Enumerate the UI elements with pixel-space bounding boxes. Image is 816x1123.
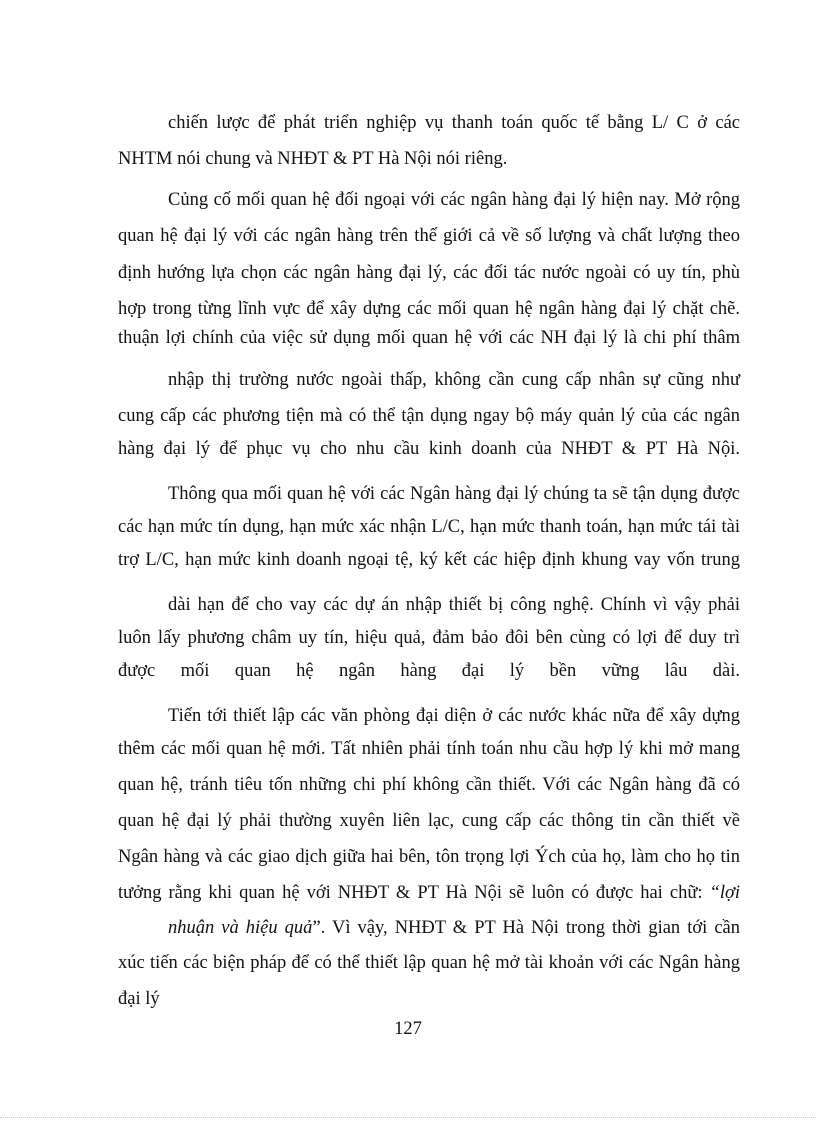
page-number: 127: [394, 1019, 422, 1039]
text-line: quan hệ đại lý phải thường xuyên liên lạc, cung cấp các thông tin cần thiết về: [118, 811, 740, 831]
text-line: Ngân hàng và các giao dịch giữa hai bên, tôn trọng lợi Ých của họ, làm cho họ tin: [118, 847, 740, 867]
text-line: trợ L/C, hạn mức kinh doanh ngoại tệ, ký kết các hiệp định khung vay vốn trung: [118, 550, 740, 570]
text-line: thêm các mối quan hệ mới. Tất nhiên phải tính toán nhu cầu hợp lý khi mở mang: [118, 739, 740, 759]
text-line: được mối quan hệ ngân hàng đại lý bền vững lâu dài.: [118, 661, 740, 681]
text-line: Củng cố mối quan hệ đối ngoại với các ngân hàng đại lý hiện nay. Mở rộng: [168, 190, 740, 210]
footer-divider: [0, 1117, 816, 1118]
text-line: hàng đại lý để phục vụ cho nhu cầu kinh doanh của NHĐT & PT Hà Nội.: [118, 439, 740, 459]
quote-text: nhuận và hiệu quả: [168, 918, 313, 938]
text-line: xúc tiến các biện pháp để có thể thiết lập quan hệ mở tài khoản với các Ngân hàng: [118, 953, 740, 973]
text-line: chiến lược để phát triển nghiệp vụ thanh toán quốc tế bằng L/ C ở các: [168, 113, 740, 133]
text-line: Tiến tới thiết lập các văn phòng đại diện ở các nước khác nữa để xây dựng: [168, 706, 740, 726]
text-line: NHTM nói chung và NHĐT & PT Hà Nội nói riêng.: [118, 149, 508, 169]
text-line: định hướng lựa chọn các ngân hàng đại lý, các đối tác nước ngoài có uy tín, phù: [118, 263, 740, 283]
text-line: cung cấp các phương tiện mà có thể tận dụng ngay bộ máy quản lý của các ngân: [118, 406, 740, 426]
text-line: [118, 882, 740, 904]
text-line: quan hệ, tránh tiêu tốn những chi phí không cần thiết. Với các Ngân hàng đã có: [118, 775, 740, 795]
text-line: quan hệ đại lý với các ngân hàng trên thế giới cả về số lượng và chất lượng theo: [118, 226, 740, 246]
text-line: đại lý: [118, 989, 160, 1009]
quote-text: “lợi: [709, 883, 740, 903]
text-segment: tưởng rằng khi quan hệ với NHĐT & PT Hà Nội sẽ luôn có được hai chữ:: [118, 883, 710, 903]
text-line: thuận lợi chính của việc sử dụng mối quan hệ với các NH đại lý là chi phí thâm: [118, 328, 740, 348]
text-line: dài hạn để cho vay các dự án nhập thiết bị công nghệ. Chính vì vậy phải: [168, 595, 740, 615]
text-line: Thông qua mối quan hệ với các Ngân hàng đại lý chúng ta sẽ tận dụng được: [168, 484, 740, 504]
text-line: hợp trong từng lĩnh vực để xây dựng các mối quan hệ ngân hàng đại lý chặt chẽ.: [118, 299, 740, 319]
text-line: các hạn mức tín dụng, hạn mức xác nhận L/C, hạn mức thanh toán, hạn mức tái tài: [118, 517, 740, 537]
text-line: nhập thị trường nước ngoài thấp, không cần cung cấp nhân sự cũng như: [168, 370, 740, 390]
text-line: luôn lấy phương châm uy tín, hiệu quả, đảm bảo đôi bên cùng có lợi để duy trì: [118, 628, 740, 648]
text-line: [168, 917, 740, 939]
text-segment: ”. Vì vậy, NHĐT & PT Hà Nội trong thời gian tới cần: [312, 918, 740, 938]
